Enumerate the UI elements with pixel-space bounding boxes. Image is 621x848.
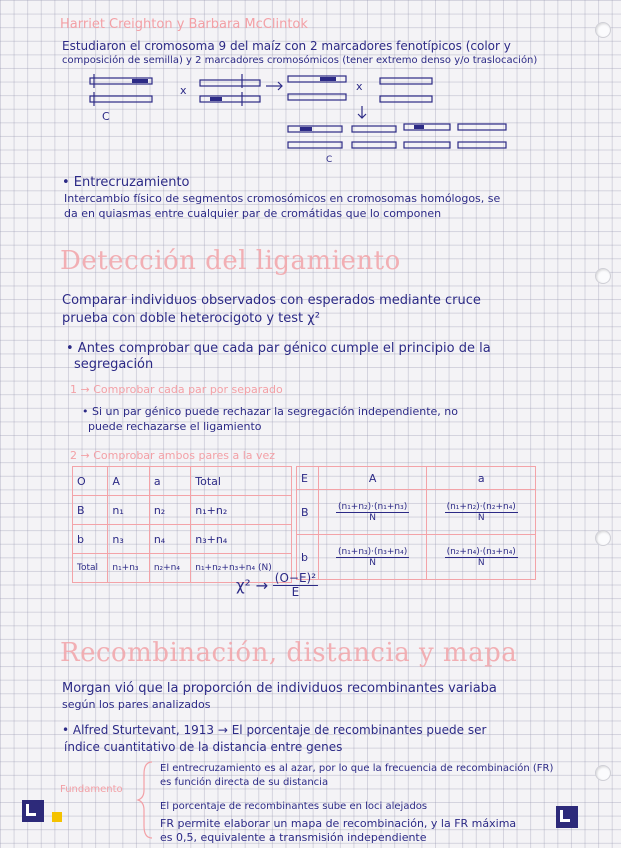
recombinacion-line-1: Morgan vió que la proporción de individuos recombinantes variaba xyxy=(62,681,497,696)
yellow-square xyxy=(52,812,62,822)
entrecruzamiento-heading: • Entrecruzamiento xyxy=(62,175,190,190)
fraction-denominator: N xyxy=(369,557,376,568)
table-cell: A xyxy=(108,467,149,496)
intro-line-1: Estudiaron el cromosoma 9 del maíz con 2 marcadores fenotípicos (color y xyxy=(62,39,511,53)
fraction-numerator: (n₁+n₂)·(n₂+n₄) xyxy=(446,501,516,512)
label-x2: x xyxy=(356,80,363,93)
table-cell xyxy=(427,490,536,535)
title-names: Harriet Creighton y Barbara McClintok xyxy=(60,17,308,32)
table-cell xyxy=(427,535,536,580)
recombinacion-bullet-line-2: índice cuantitativo de la distancia entre genes xyxy=(64,740,343,754)
fraction-denominator: N xyxy=(369,512,376,523)
table-row xyxy=(73,496,292,525)
fundamento-1-line-2: es función directa de su distancia xyxy=(160,777,329,788)
fundamento-1-line-1: El entrecruzamiento es al azar, por lo que la frecuencia de recombinación (FR) xyxy=(160,763,554,774)
notebook-logo-left xyxy=(22,800,44,822)
step-2: 2 → Comprobar ambos pares a la vez xyxy=(70,449,276,462)
table-cell: B xyxy=(297,490,319,535)
chromosome-bar xyxy=(288,76,346,82)
chromosome-bar xyxy=(352,126,396,132)
binder-hole-lower xyxy=(595,530,611,546)
formula-lhs: χ² → xyxy=(236,576,269,595)
table-cell: n₄ xyxy=(149,525,190,554)
table-cell: n₂+n₄ xyxy=(149,554,190,583)
fundamento-3-line-2: es 0,5, equivalente a transmisión independiente xyxy=(160,831,427,844)
fundamento-label: Fundamento xyxy=(60,784,123,795)
fraction-numerator: (n₁+n₂)·(n₁+n₃) xyxy=(337,501,408,512)
section-heading-deteccion: Detección del ligamiento xyxy=(60,246,401,276)
table-cell: a xyxy=(149,467,190,496)
section-heading-recombinacion: Recombinación, distancia y mapa xyxy=(60,638,518,668)
table-cell: n₁ xyxy=(108,496,149,525)
fraction-denominator: N xyxy=(477,557,485,568)
deteccion-bullet-1-line-2: segregación xyxy=(74,357,154,372)
chromosome-bar xyxy=(90,96,152,102)
chromosome-bar xyxy=(404,124,450,130)
fundamento-2: El porcentaje de recombinantes sube en loci alejados xyxy=(160,801,428,812)
fraction-denominator: N xyxy=(477,512,485,523)
chromosome-bar xyxy=(380,78,432,84)
formula-numerator: (O−E)² xyxy=(274,571,317,585)
entrecruzamiento-line-2: da en quiasmas entre cualquier par de cromátidas que lo componen xyxy=(64,207,442,220)
chromosome-bar xyxy=(288,142,342,148)
label-c: C xyxy=(102,110,110,123)
sub-1-line-2: puede rechazarse el ligamiento xyxy=(88,420,262,433)
intro-line-2: composición de semilla) y 2 marcadores cromosómicos (tener extremo denso y/o traslocación) xyxy=(62,55,538,66)
table-cell: n₃+n₄ xyxy=(191,525,292,554)
table-cell: n₁+n₃ xyxy=(108,554,149,583)
table-cell: n₃ xyxy=(108,525,149,554)
fraction-numerator: (n₁+n₃)·(n₃+n₄) xyxy=(337,546,408,557)
table-cell: n₂ xyxy=(149,496,190,525)
knob xyxy=(414,125,424,129)
chromosome-bar xyxy=(200,80,260,86)
recombinacion-bullet-line-1: • Alfred Sturtevant, 1913 → El porcentaje de recombinantes puede ser xyxy=(62,723,487,737)
fundamento-brace xyxy=(136,760,156,840)
table-cell: b xyxy=(297,535,319,580)
chromosome-bar xyxy=(458,124,506,130)
chromosome-bar xyxy=(200,96,260,102)
knob xyxy=(320,77,336,81)
table-cell: b xyxy=(73,525,108,554)
chromosome-bar xyxy=(380,96,432,102)
recombinacion-line-2: según los pares analizados xyxy=(62,698,211,711)
fundamento-3-line-1: FR permite elaborar un mapa de recombinación, y la FR máxima xyxy=(160,817,517,830)
label-c2: C xyxy=(326,155,333,165)
table-cell: n₁+n₂ xyxy=(191,496,292,525)
chromosome-bar xyxy=(404,142,450,148)
step-1: 1 → Comprobar cada par por separado xyxy=(70,383,283,396)
knob xyxy=(210,97,222,101)
binder-hole-middle xyxy=(595,268,611,284)
chromosome-bar xyxy=(288,94,346,100)
binder-hole-top xyxy=(595,22,611,38)
table-cell: E xyxy=(297,467,319,490)
formula-denominator: E xyxy=(291,585,300,600)
table-row xyxy=(297,490,536,535)
knob xyxy=(300,127,312,131)
chromosome-bar xyxy=(458,142,506,148)
table-cell: O xyxy=(73,467,108,496)
chromosome-diagram xyxy=(80,66,620,176)
chi-square-formula xyxy=(236,572,318,599)
table-row xyxy=(73,467,292,496)
table-cell: A xyxy=(318,467,427,490)
notebook-logo-right xyxy=(556,806,578,828)
table-row xyxy=(73,525,292,554)
table-cell: Total xyxy=(191,467,292,496)
deteccion-line-2: prueba con doble heterocigoto y test χ² xyxy=(62,311,320,326)
fraction-numerator: (n₂+n₄)·(n₃+n₄) xyxy=(446,546,516,557)
observed-table xyxy=(72,466,292,583)
table-row xyxy=(297,535,536,580)
deteccion-bullet-1-line-1: • Antes comprobar que cada par génico cumple el principio de la xyxy=(66,341,491,356)
knob xyxy=(132,79,148,83)
table-cell: a xyxy=(427,467,536,490)
entrecruzamiento-line-1: Intercambio físico de segmentos cromosómicos en cromosomas homólogos, se xyxy=(64,192,501,205)
sub-1-line-1: • Si un par génico puede rechazar la segregación independiente, no xyxy=(82,405,458,418)
table-cell: n₁+n₂+n₃+n₄ (N) xyxy=(191,554,292,583)
expected-table xyxy=(296,466,536,580)
table-row xyxy=(297,467,536,490)
binder-hole-bottom xyxy=(595,765,611,781)
table-cell: Total xyxy=(73,554,108,583)
table-cell xyxy=(318,535,427,580)
chromosome-bar xyxy=(352,142,396,148)
table-cell: B xyxy=(73,496,108,525)
chromosome-bar xyxy=(288,126,342,132)
label-x: x xyxy=(180,84,187,97)
table-cell xyxy=(318,490,427,535)
deteccion-line-1: Comparar individuos observados con esperados mediante cruce xyxy=(62,293,481,308)
